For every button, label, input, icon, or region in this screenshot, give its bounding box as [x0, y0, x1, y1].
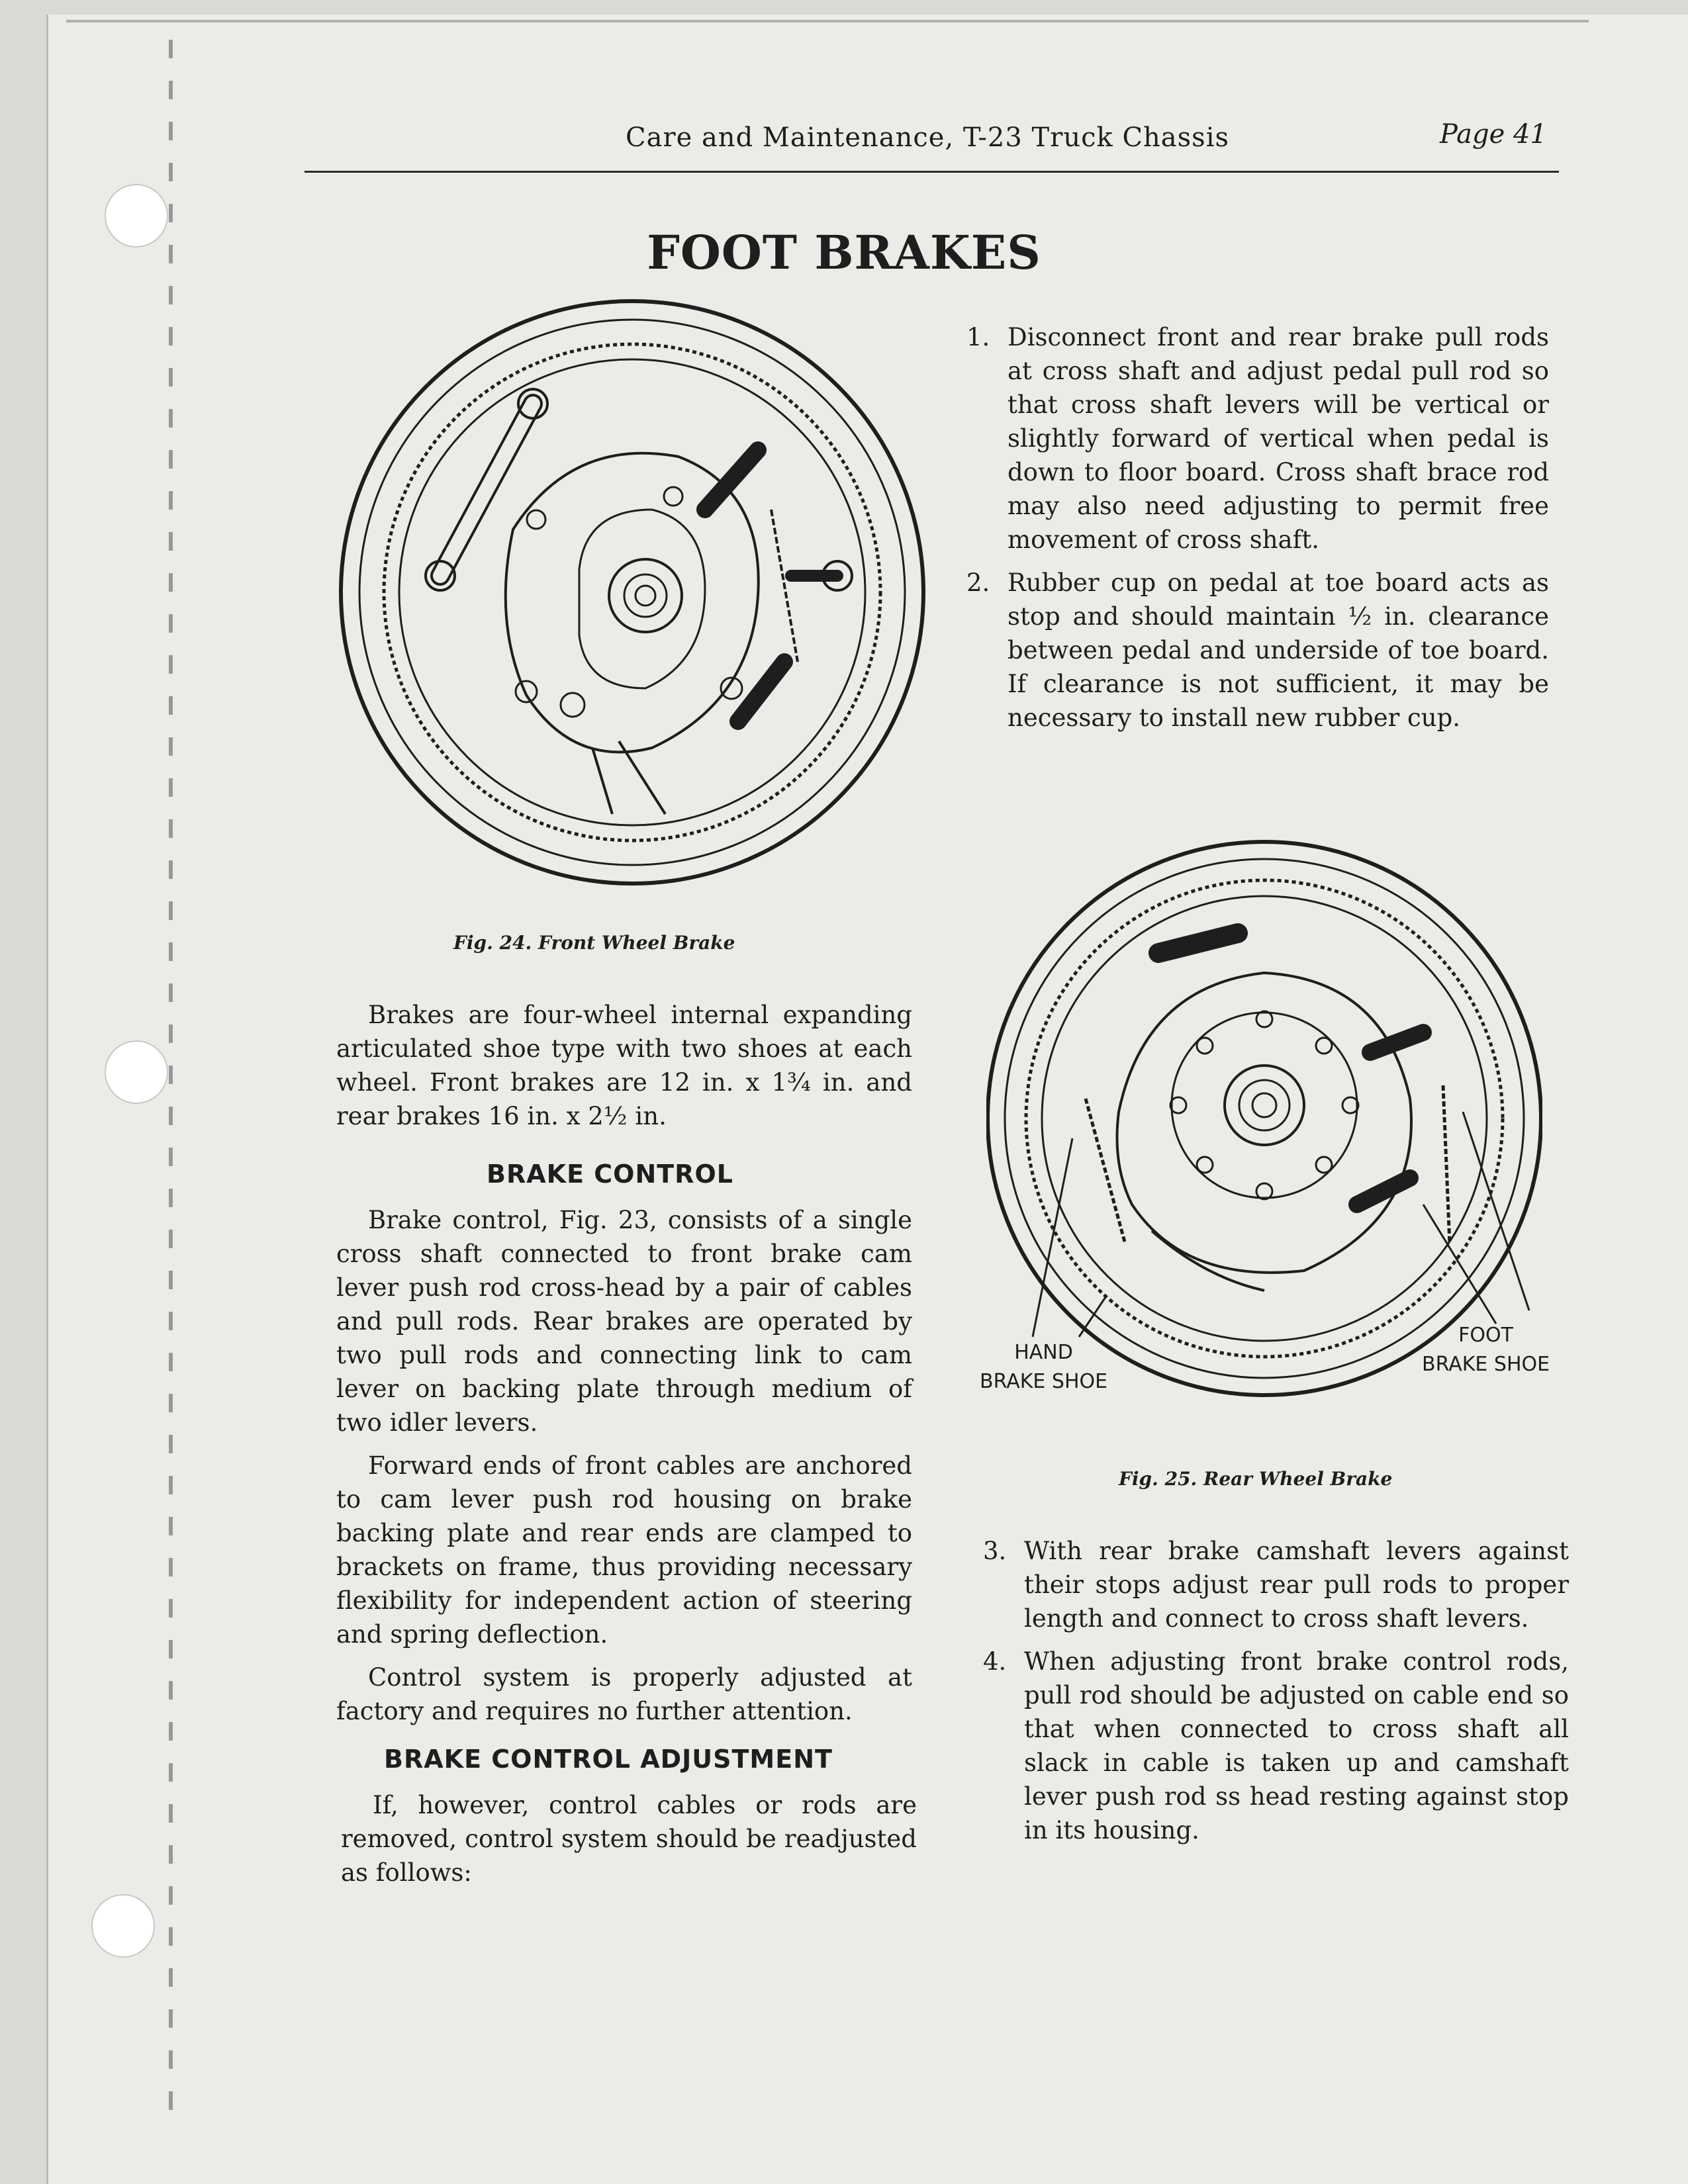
- step-number: 1.: [966, 323, 990, 351]
- step-item: [983, 1645, 1569, 1847]
- hand-brake-shoe-label: [980, 1338, 1107, 1396]
- page-title: FOOT BRAKES: [647, 225, 1041, 280]
- step-item: [966, 320, 1549, 557]
- fig24-caption: Fig. 24. Front Wheel Brake: [453, 932, 735, 954]
- hand-label-line1: HAND: [1014, 1341, 1073, 1364]
- rear-wheel-brake-figure: [986, 834, 1542, 1403]
- adjustment-heading: BRAKE CONTROL ADJUSTMENT: [384, 1745, 833, 1774]
- hand-label-line2: BRAKE SHOE: [980, 1370, 1108, 1393]
- fig25-caption: Fig. 25. Rear Wheel Brake: [1119, 1468, 1393, 1490]
- adjustment-paragraph: If, however, control cables or rods are removed, control system should be readjusted as follows:: [341, 1791, 917, 1887]
- foot-brake-shoe-label: [1422, 1321, 1550, 1379]
- brake-control-paragraph-1: Brake control, Fig. 23, consists of a single cross shaft connected to front brake cam lever push rod cross-head by a pair of cables and pull rods. Rear brakes are operated by two pull rods and connecting link to cam lever on backing plate through medium of two idler levers.: [336, 1206, 912, 1437]
- step-number: 2.: [966, 569, 990, 597]
- punch-hole-middle: [105, 1040, 168, 1104]
- page-number: Page 41: [1440, 119, 1547, 150]
- steps-bottom-list: [983, 1534, 1569, 1856]
- step-number: 4.: [983, 1647, 1007, 1676]
- front-wheel-brake-figure: [334, 291, 930, 893]
- brake-control-paragraph-2: Forward ends of front cables are anchored to cam lever push rod housing on brake backing plate and rear ends are clamped to brackets on frame, thus providing necessary flexibility for independent action of steering and spring deflection.: [336, 1451, 912, 1649]
- foot-label-line2: BRAKE SHOE: [1422, 1353, 1550, 1376]
- brake-control-paragraph-3: Control system is properly adjusted at factory and requires no further attention.: [336, 1663, 912, 1725]
- brake-control-body: [336, 1203, 912, 1737]
- scan-margin-line: [169, 40, 173, 2124]
- step-text: When adjusting front brake control rods, pull rod should be adjusted on cable end so that when connected to cross shaft all slack in cable is taken up and camshaft lever push rod ss head resting against stop in its housing.: [1024, 1647, 1569, 1844]
- running-title: Care and Maintenance, T-23 Truck Chassis: [626, 122, 1230, 153]
- steps-top-list: [966, 320, 1549, 744]
- foot-label-line1: FOOT: [1458, 1324, 1513, 1347]
- scan-top-edge: [66, 20, 1589, 23]
- adjustment-body: [341, 1788, 917, 1899]
- intro-paragraph-block: [336, 998, 912, 1142]
- step-text: Rubber cup on pedal at toe board acts as stop and should maintain ½ in. clearance between pedal and underside of toe board. If clearance is not sufficient, it may be necessary to install new rubber cup.: [1008, 569, 1549, 732]
- intro-paragraph: Brakes are four-wheel internal expanding articulated shoe type with two shoes at each wheel. Front brakes are 12 in. x 1¾ in. and rear brakes 16 in. x 2½ in.: [336, 1001, 912, 1130]
- step-item: [966, 566, 1549, 735]
- step-item: [983, 1534, 1569, 1635]
- punch-hole-bottom: [91, 1894, 155, 1958]
- step-number: 3.: [983, 1537, 1007, 1565]
- step-text: With rear brake camshaft levers against their stops adjust rear pull rods to proper length and connect to cross shaft levers.: [1024, 1537, 1569, 1633]
- brake-control-heading: BRAKE CONTROL: [487, 1160, 733, 1189]
- header-rule: [305, 171, 1559, 173]
- step-text: Disconnect front and rear brake pull rods at cross shaft and adjust pedal pull rod so that cross shaft levers will be vertical or slightly forward of vertical when pedal is down to floor board. Cross shaft brace rod may also need adjusting to permit free movement of cross shaft.: [1008, 323, 1549, 554]
